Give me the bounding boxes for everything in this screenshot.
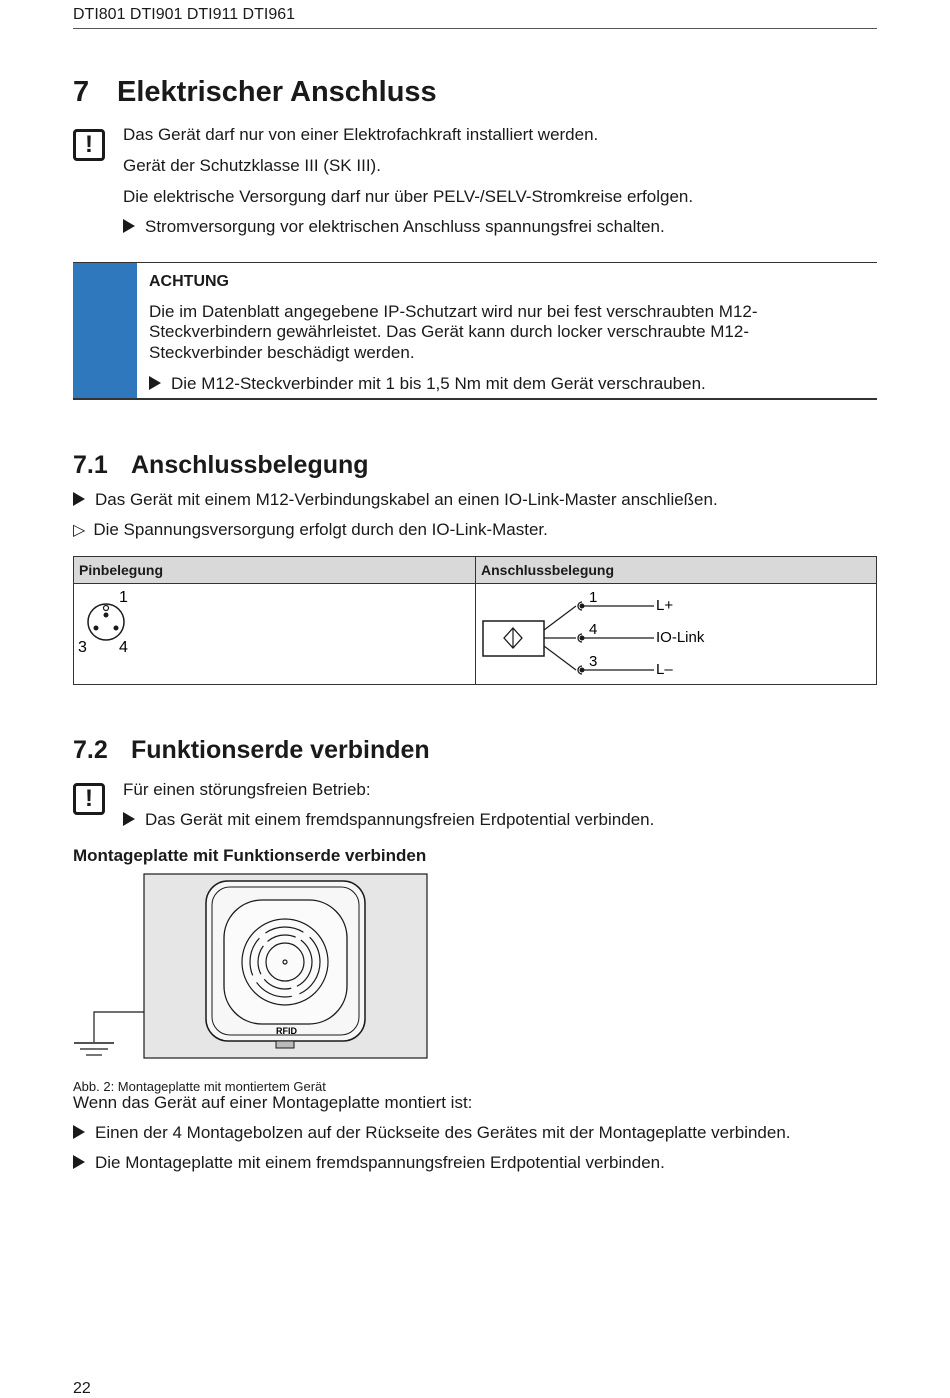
wire-4-signal-label: IO-Link — [656, 629, 705, 646]
action-arrow-icon — [123, 219, 135, 233]
warning-exclamation-icon: ! — [73, 783, 105, 815]
pin-1-dot — [104, 613, 109, 618]
header-title: DTI801 DTI901 DTI911 DTI961 — [73, 6, 296, 23]
pin-1-label: 1 — [119, 589, 128, 606]
notice-box — [73, 262, 877, 400]
section-number: 7 — [73, 76, 90, 108]
wire-3 — [544, 646, 576, 670]
result-text: Die Spannungsversorgung erfolgt durch den IO-Link-Master. — [93, 520, 548, 539]
notice-text-line-1: Die im Datenblatt angegebene IP-Schutzart wird nur bei fest verschraubten M12- — [149, 302, 758, 321]
rfid-label: RFID — [276, 1026, 297, 1036]
action-text: Das Gerät mit einem M12-Verbindungskabel an einen IO-Link-Master anschließen. — [95, 490, 718, 509]
section-7-1-heading — [73, 451, 369, 480]
figure-caption: Abb. 2: Montageplatte mit montiertem Gerät — [73, 1079, 326, 1094]
action-arrow-icon — [73, 1155, 85, 1169]
section-title: Anschlussbelegung — [131, 451, 369, 479]
section-7-2-heading — [73, 736, 430, 765]
column-header-pinbelegung: Pinbelegung — [79, 562, 163, 578]
section-number: 7.1 — [73, 451, 108, 479]
wire-1-pin-label: 1 — [589, 589, 598, 606]
action-arrow-icon — [73, 492, 85, 506]
page-header — [73, 6, 877, 29]
connector-key — [104, 606, 109, 611]
wire-1-signal-label: L+ — [656, 597, 674, 614]
mounting-plate-figure — [68, 873, 432, 1061]
connector-outline — [88, 604, 124, 640]
section-7-1-result — [73, 520, 548, 541]
section-title: Funktionserde verbinden — [131, 736, 430, 764]
notice-action — [149, 374, 706, 394]
pin-3-dot — [94, 626, 99, 631]
section-7-1-action — [73, 490, 718, 510]
wire-1 — [544, 606, 576, 630]
section-7-2-action — [123, 810, 654, 830]
wire-3-signal-label: L– — [656, 661, 673, 678]
pin-3-label: 3 — [78, 639, 87, 656]
notice-color-bar — [73, 263, 137, 398]
column-header-anschlussbelegung: Anschlussbelegung — [481, 562, 615, 578]
notice-title: ACHTUNG — [149, 273, 229, 290]
result-arrow-icon: ▷ — [73, 522, 86, 539]
safety-line-3: Die elektrische Versorgung darf nur über PELV-/SELV-Stromkreise erfolgen. — [123, 187, 694, 206]
action-arrow-icon — [73, 1125, 85, 1139]
mounting-step-2 — [73, 1153, 665, 1173]
mounting-step-1 — [73, 1123, 791, 1143]
connection-table — [73, 556, 877, 685]
figure-subheading: Montageplatte mit Funktionserde verbinden — [73, 846, 427, 865]
page-number: 22 — [73, 1380, 91, 1397]
action-text: Stromversorgung vor elektrischen Anschluss spannungsfrei schalten. — [145, 217, 665, 236]
pin-diagram — [74, 584, 474, 684]
notice-text-line-2: Steckverbindern gewährleistet. Das Gerät kann durch locker verschraubte M12- — [149, 322, 750, 341]
wire-3-pin-label: 3 — [589, 653, 598, 670]
section-number: 7.2 — [73, 736, 108, 764]
safety-line-1: Das Gerät darf nur von einer Elektrofachkraft installiert werden. — [123, 125, 599, 144]
connector-plug — [276, 1041, 294, 1048]
section-7-heading — [73, 76, 437, 109]
action-arrow-icon — [149, 376, 161, 390]
safety-action — [123, 217, 665, 237]
action-arrow-icon — [123, 812, 135, 826]
warning-exclamation-icon: ! — [73, 129, 105, 161]
wire-4-pin-label: 4 — [589, 621, 598, 638]
wiring-diagram — [476, 584, 876, 684]
action-text: Die M12-Steckverbinder mit 1 bis 1,5 Nm mit dem Gerät verschrauben. — [171, 374, 706, 393]
action-text: Einen der 4 Montagebolzen auf der Rückseite des Gerätes mit der Montageplatte verbinden. — [95, 1123, 791, 1142]
mounting-intro: Wenn das Gerät auf einer Montageplatte montiert ist: — [73, 1093, 473, 1112]
section-title: Elektrischer Anschluss — [117, 76, 437, 108]
safety-line-2: Gerät der Schutzklasse III (SK III). — [123, 156, 381, 175]
action-text: Das Gerät mit einem fremdspannungsfreien Erdpotential verbinden. — [145, 810, 655, 829]
earth-wire — [94, 1012, 144, 1042]
notice-text-line-3: Steckverbinder beschädigt werden. — [149, 343, 415, 362]
pin-4-label: 4 — [119, 639, 128, 656]
pin-4-dot — [114, 626, 119, 631]
section-7-2-note: Für einen störungsfreien Betrieb: — [123, 780, 371, 799]
action-text: Die Montageplatte mit einem fremdspannungsfreien Erdpotential verbinden. — [95, 1153, 665, 1172]
